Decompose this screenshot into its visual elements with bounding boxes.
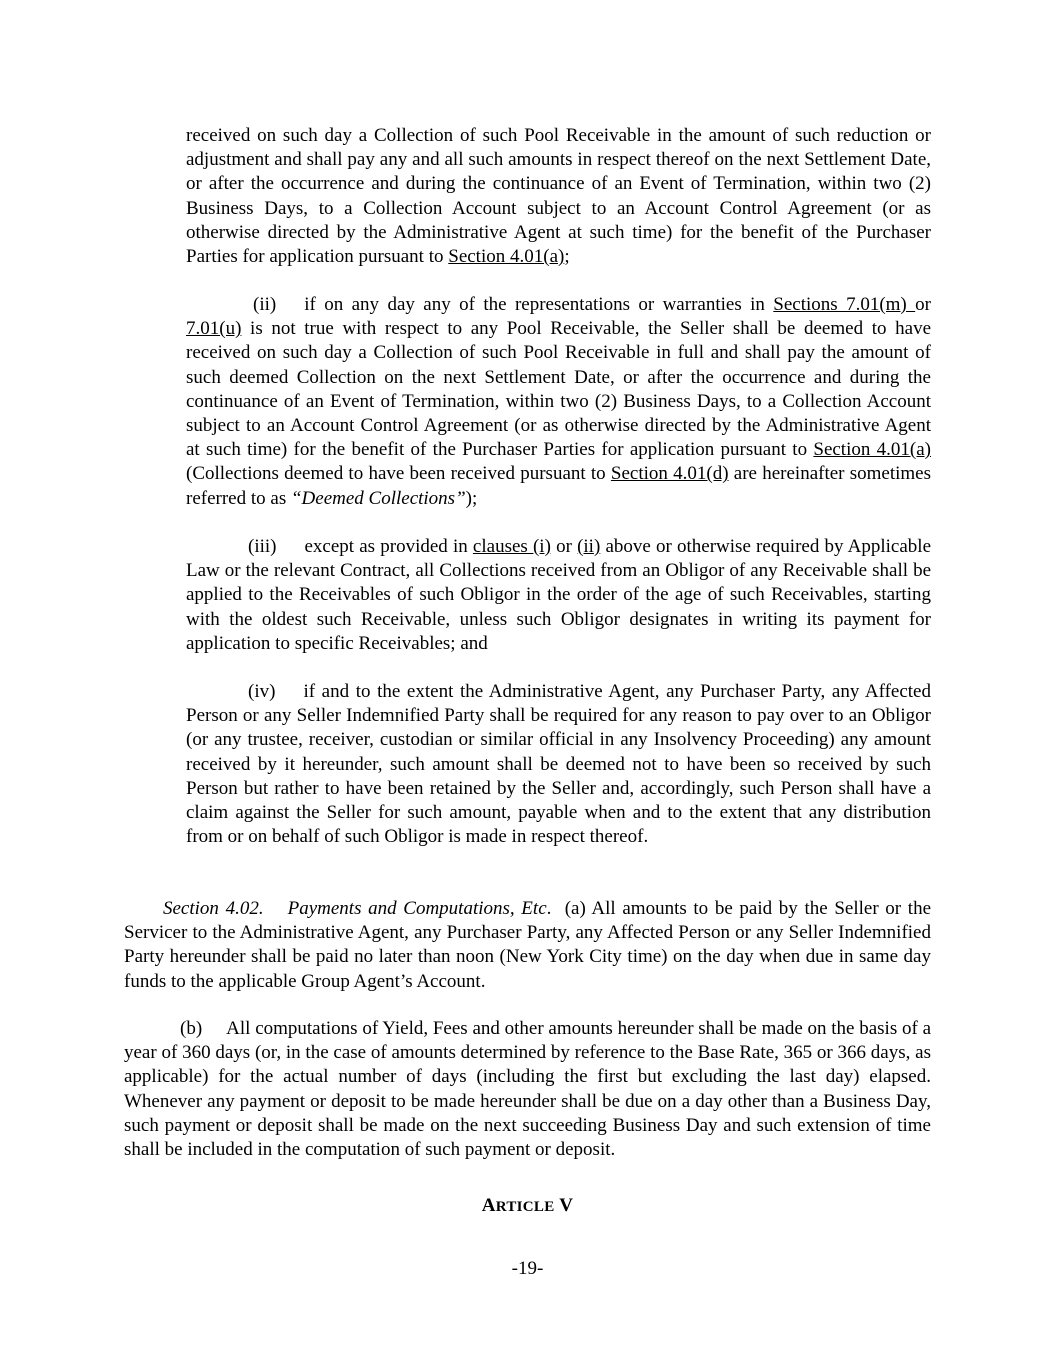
- clause-text: is not true with respect to any Pool Receivable, the Seller shall be deemed to have received on such day a Collection of such Pool Receivable in full and shall pay the amount of such deemed Collection on the next Settlement Date, or after the occurrence and during the continuance of an Event of Termination, within two (2) Business Days, to a Collection Account subject to an Account Control Agreement (or as otherwise directed by the Administrative Agent at such time) for the benefit of the Purchaser Parties for application pursuant to: [186, 318, 931, 461]
- article-heading: [0, 1194, 1055, 1219]
- clause-label: (iii): [248, 536, 277, 557]
- clause-text: above or otherwise required by Applicable Law or the relevant Contract, all Collections received from an Obligor of any Receivable shall be applied to the Receivables of such Obligor in the order of the age of such Receivables, starting with the oldest such Receivable, unless such Obligor designates in writing its payment for application to specific Receivables; and: [186, 536, 931, 654]
- clause-text: if on any day any of the representations or warranties in: [304, 294, 774, 315]
- paragraph-continuation: [186, 124, 931, 269]
- clause-label: (ii): [253, 294, 277, 315]
- section-text: .: [546, 898, 552, 919]
- clause-reference: (ii): [577, 536, 601, 557]
- page-number: -19-: [511, 1258, 544, 1279]
- clause-reference: clauses (i): [472, 536, 551, 557]
- clause-text: except as provided in: [304, 536, 473, 557]
- defined-term: “Deemed Collections”: [290, 487, 466, 509]
- section-reference: Section 4.01(a): [813, 439, 932, 461]
- clause-label: (b): [180, 1018, 203, 1039]
- article-heading-number: V: [554, 1195, 574, 1216]
- clause-iii: [186, 535, 931, 656]
- clause-b: [124, 1017, 931, 1162]
- clause-ii: [186, 293, 931, 511]
- clause-text: );: [465, 487, 478, 509]
- clause-text: All computations of Yield, Fees and other amounts hereunder shall be made on the basis of a year of 360 days (or, in the case of amounts determined by reference to the Base Rate, 365 or 366 days, as applicable) for the actual number of days (including the first but excluding the last day) elapsed. Whenever any payment or deposit to be made hereunder shall be due on a day other than a Business Day, such payment or deposit shall be made on the next succeeding Business Day and such extension of time shall be included in the computation of such payment or deposit.: [124, 1018, 931, 1161]
- paragraph-text: received on such day a Collection of such Pool Receivable in the amount of such reduction or adjustment and shall pay any and all such amounts in respect thereof on the next Settlement Date, or after the occurrence and during the continuance of an Event of Termination, within two (2) Business Days, to a Collection Account subject to an Account Control Agreement (or as otherwise directed by the Administrative Agent at such time) for the benefit of the Purchaser Parties for application pursuant to: [186, 125, 931, 268]
- article-heading-word: RTICLE: [495, 1199, 555, 1215]
- clause-text: are hereinafter sometimes referred to as: [186, 463, 932, 509]
- clause-label: (iv): [248, 681, 276, 702]
- clause-text: or: [915, 294, 931, 315]
- section-4-02: [124, 897, 931, 994]
- section-number: Section 4.02.: [163, 898, 264, 919]
- section-reference: 7.01(u): [186, 318, 242, 340]
- paragraph-text: ;: [564, 246, 570, 268]
- section-text: (a) All amounts to be paid by the Seller or the Servicer to the Administrative Agent, any Purchaser Party, any Affected Person or any Seller Indemnified Party hereunder shall be paid no later than noon (New York City time) on the day when due in same day funds to the applicable Group Agent’s Account.: [124, 898, 932, 992]
- section-reference: Section 4.01(d): [610, 463, 729, 485]
- section-title: Payments and Computations, Etc: [287, 898, 547, 919]
- section-reference: Sections 7.01(m): [773, 294, 916, 315]
- clause-text: or: [550, 536, 578, 557]
- clause-text: (Collections deemed to have been received pursuant to: [186, 463, 611, 485]
- article-heading-initial: A: [481, 1195, 496, 1216]
- clause-iv: [186, 680, 931, 849]
- clause-text: if and to the extent the Administrative Agent, any Purchaser Party, any Affected Person or any Seller Indemnified Party shall be required for any reason to pay over to an Obligor (or any trustee, receiver, custodian or similar official in any Insolvency Proceeding) any amount received by it hereunder, such amount shall be deemed not to have been so received by such Person but rather to have been retained by the Seller and, accordingly, such Person shall have a claim against the Seller for such amount, payable when and to the extent that any distribution from or on behalf of such Obligor is made in respect thereof.: [186, 681, 931, 848]
- section-reference: Section 4.01(a): [448, 246, 565, 268]
